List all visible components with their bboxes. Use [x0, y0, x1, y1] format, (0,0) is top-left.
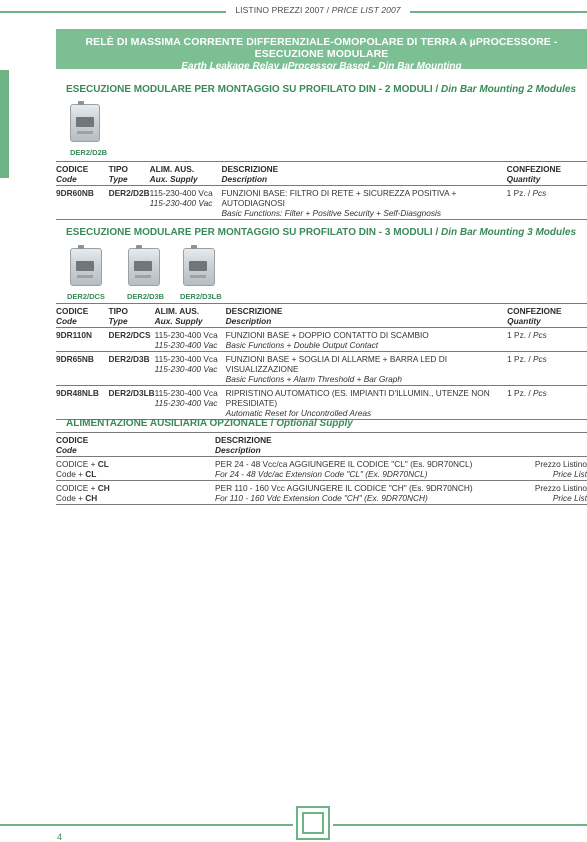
product-type: DER2/D2B: [108, 188, 150, 198]
product-code: 9DR110N: [56, 330, 92, 340]
product-type: DER2/DCS: [108, 330, 151, 340]
product-image-der2-d3b: [128, 248, 164, 301]
product-code: 9DR48NLB: [56, 388, 99, 398]
section-title-3-modules: ESECUZIONE MODULARE PER MONTAGGIO SU PROFILATO DIN - 3 MODULI / Din Bar Mounting 3 Modules: [66, 227, 577, 238]
table-row: [56, 352, 587, 386]
product-quantity: 1 Pz. / Pcs: [506, 188, 547, 198]
table-header: [56, 435, 587, 457]
banner-title: RELÈ DI MASSIMA CORRENTE DIFFERENZIALE-OMOPOLARE DI TERRA A µPROCESSORE - ESECUZIONE MODULARE: [85, 36, 558, 60]
col-description: DESCRIZIONE Description: [215, 435, 272, 455]
product-caption: DER2/D2B: [70, 148, 108, 157]
product-description: FUNZIONI BASE: FILTRO DI RETE + SICUREZZA POSITIVA + AUTODIAGNOSI Basic Functions: Filter + Positive Security + Self-Diasgnosis: [221, 188, 457, 218]
option-description: PER 24 - 48 Vcc/ca AGGIUNGERE IL CODICE "CL" (Es. 9DR70NCL) For 24 - 48 Vdc/ac Extension Code "CL" (Ex. 9DR70NCL): [215, 459, 473, 479]
header-rule-right: [410, 11, 587, 13]
col-code: CODICE Code: [56, 435, 89, 455]
banner-subtitle: Earth Leakage Relay µProcessor Based - Din Bar Mounting: [181, 61, 462, 72]
col-quantity: CONFEZIONE Quantity: [506, 164, 562, 184]
product-code: 9DR60NB: [56, 188, 94, 198]
product-description: FUNZIONI BASE + SOGLIA DI ALLARME + BARRA LED DI VISUALIZZAZIONE Basic Functions + Alarm Threshold + Bar Graph: [225, 354, 447, 384]
relay-module-icon: [128, 248, 160, 286]
col-code: CODICE Code: [56, 164, 89, 184]
product-quantity: 1 Pz. / Pcs: [507, 388, 547, 398]
option-code: CODICE + CH Code + CH: [56, 483, 110, 503]
company-logo-icon: [296, 806, 330, 840]
footer-rule-right: [333, 824, 587, 826]
section-title-optional-supply: ALIMENTAZIONE AUSILIARIA OPZIONALE / Optional Supply: [66, 418, 353, 429]
product-supply: 115-230-400 Vca 115-230-400 Vac: [149, 188, 213, 208]
table-header: [56, 306, 587, 328]
relay-module-icon: [70, 248, 102, 286]
optional-supply-table: [56, 435, 587, 505]
col-description: DESCRIZIONE Description: [221, 164, 279, 184]
table-header: [56, 164, 587, 186]
product-code: 9DR65NB: [56, 354, 94, 364]
col-supply: ALIM. AUS. Aux. Supply: [149, 164, 198, 184]
col-quantity: CONFEZIONE Quantity: [507, 306, 562, 326]
relay-module-icon: [183, 248, 215, 286]
footer-rule-left: [0, 824, 293, 826]
table-top-rule: [56, 303, 587, 304]
option-description: PER 110 - 160 Vcc AGGIUNGERE IL CODICE "CH" (Es. 9DR70NCH) For 110 - 160 Vdc Extension Code "CH" (Ex. 9DR70NCH): [215, 483, 473, 503]
relay-module-icon: [70, 104, 100, 142]
side-tab-marker: [0, 70, 9, 178]
table-row: [56, 457, 587, 481]
option-price: Prezzo Listino Price List: [534, 483, 587, 503]
product-description: FUNZIONI BASE + DOPPIO CONTATTO DI SCAMBIO Basic Functions + Double Output Contact: [225, 330, 429, 350]
price-table-2-modules: [56, 164, 587, 220]
product-supply: 115-230-400 Vca 115-230-400 Vac: [154, 354, 218, 374]
option-code: CODICE + CL Code + CL: [56, 459, 109, 479]
category-banner: [56, 29, 587, 72]
col-supply: ALIM. AUS. Aux. Supply: [154, 306, 203, 326]
price-table-3-modules: [56, 306, 587, 420]
product-image-der2-d2b: [70, 104, 107, 157]
table-row: [56, 186, 587, 220]
page-header-title: LISTINO PREZZI 2007 / PRICE LIST 2007: [235, 5, 401, 15]
section-title-2-modules: ESECUZIONE MODULARE PER MONTAGGIO SU PROFILATO DIN - 2 MODULI / Din Bar Mounting 2 Modules: [66, 84, 577, 95]
col-type: TIPO Type: [108, 164, 128, 184]
table-top-rule: [56, 161, 587, 162]
table-row: [56, 481, 587, 505]
col-type: TIPO Type: [108, 306, 128, 326]
product-caption: DER2/D3LB: [180, 292, 222, 301]
product-supply: 115-230-400 Vca 115-230-400 Vac: [154, 388, 218, 408]
table-row: [56, 386, 587, 420]
product-image-der2-d3lb: [180, 248, 222, 301]
header-rule-left: [0, 11, 226, 13]
product-caption: DER2/DCS: [67, 292, 105, 301]
product-quantity: 1 Pz. / Pcs: [507, 330, 547, 340]
product-image-der2-dcs: [67, 248, 105, 301]
product-caption: DER2/D3B: [127, 292, 165, 301]
product-description: RIPRISTINO AUTOMATICO (ES. IMPIANTI D'ILLUMIN., UTENZE NON PRESIDIATE) Automatic Reset for Uncontrolled Areas: [225, 388, 490, 418]
table-top-rule: [56, 432, 587, 433]
col-description: DESCRIZIONE Description: [225, 306, 283, 326]
product-quantity: 1 Pz. / Pcs: [507, 354, 547, 364]
product-supply: 115-230-400 Vca 115-230-400 Vac: [154, 330, 218, 350]
product-type: DER2/D3LB: [108, 388, 155, 398]
option-price: Prezzo Listino Price List: [534, 459, 587, 479]
page-number: 4: [57, 832, 63, 842]
col-code: CODICE Code: [56, 306, 89, 326]
product-type: DER2/D3B: [108, 354, 150, 364]
table-row: [56, 328, 587, 352]
